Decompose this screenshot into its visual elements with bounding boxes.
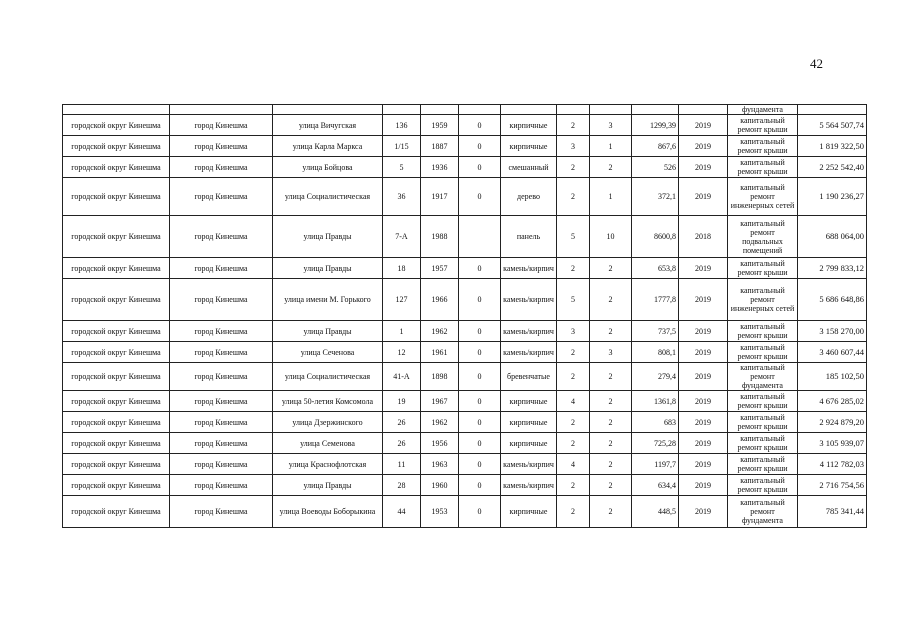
year-built-cell: 1962 [421, 412, 459, 433]
street-cell: улица Семенова [273, 433, 383, 454]
work-type-cell: капитальный ремонт инженерных сетей [728, 279, 798, 321]
plan-year-cell: 2019 [679, 433, 728, 454]
floors-cell: 3 [557, 321, 590, 342]
area-cell: 634,4 [632, 475, 679, 496]
area-cell: 737,5 [632, 321, 679, 342]
entrances-cell: 1 [590, 136, 632, 157]
entrances-cell: 2 [590, 363, 632, 391]
wall-material-cell: камень/кирпич [501, 454, 557, 475]
cost-cell: 5 564 507,74 [798, 115, 867, 136]
floors-cell: 5 [557, 279, 590, 321]
plan-year-cell: 2019 [679, 321, 728, 342]
table-row [63, 258, 867, 279]
settlement-cell: город Кинешма [170, 115, 273, 136]
area-cell: 526 [632, 157, 679, 178]
entrances-cell: 2 [590, 279, 632, 321]
table-row [63, 157, 867, 178]
plan-year-cell: 2019 [679, 412, 728, 433]
floors-cell: 2 [557, 178, 590, 216]
house-number-cell: 26 [383, 433, 421, 454]
street-cell: улица Краснофлотская [273, 454, 383, 475]
entrances-cell: 2 [590, 321, 632, 342]
continuation-work-type: фундамента [728, 105, 798, 115]
work-type-cell: капитальный ремонт крыши [728, 157, 798, 178]
municipality-cell: городской округ Кинешма [63, 321, 170, 342]
street-cell: улица имени М. Горького [273, 279, 383, 321]
plan-year-cell: 2019 [679, 136, 728, 157]
area-cell: 867,6 [632, 136, 679, 157]
wall-material-cell: панель [501, 216, 557, 258]
table-row [63, 178, 867, 216]
street-cell: улица Правды [273, 258, 383, 279]
settlement-cell: город Кинешма [170, 136, 273, 157]
street-cell: улица 50-летия Комсомола [273, 391, 383, 412]
entrances-cell: 2 [590, 454, 632, 475]
year-commissioned-cell: 0 [459, 321, 501, 342]
year-built-cell: 1988 [421, 216, 459, 258]
municipality-cell: городской округ Кинешма [63, 363, 170, 391]
house-number-cell: 41-А [383, 363, 421, 391]
plan-year-cell: 2018 [679, 216, 728, 258]
year-commissioned-cell: 0 [459, 454, 501, 475]
work-type-cell: капитальный ремонт фундамента [728, 496, 798, 528]
year-commissioned-cell: 0 [459, 178, 501, 216]
table-row [63, 136, 867, 157]
settlement-cell: город Кинешма [170, 157, 273, 178]
year-commissioned-cell [459, 216, 501, 258]
entrances-cell: 1 [590, 178, 632, 216]
settlement-cell: город Кинешма [170, 475, 273, 496]
street-cell: улица Бойцова [273, 157, 383, 178]
municipality-cell: городской округ Кинешма [63, 216, 170, 258]
floors-cell: 2 [557, 258, 590, 279]
year-built-cell: 1961 [421, 342, 459, 363]
street-cell: улица Сеченова [273, 342, 383, 363]
floors-cell: 2 [557, 342, 590, 363]
year-commissioned-cell: 0 [459, 279, 501, 321]
floors-cell: 2 [557, 496, 590, 528]
settlement-cell: город Кинешма [170, 279, 273, 321]
table-row [63, 496, 867, 528]
house-number-cell: 26 [383, 412, 421, 433]
table-row [63, 454, 867, 475]
year-commissioned-cell: 0 [459, 258, 501, 279]
cost-cell: 4 676 285,02 [798, 391, 867, 412]
cost-cell: 1 819 322,50 [798, 136, 867, 157]
floors-cell: 3 [557, 136, 590, 157]
entrances-cell: 2 [590, 475, 632, 496]
table-row [63, 475, 867, 496]
wall-material-cell: кирпичные [501, 136, 557, 157]
table-row [63, 412, 867, 433]
entrances-cell: 2 [590, 496, 632, 528]
entrances-cell: 3 [590, 342, 632, 363]
settlement-cell: город Кинешма [170, 258, 273, 279]
year-commissioned-cell: 0 [459, 412, 501, 433]
wall-material-cell: камень/кирпич [501, 475, 557, 496]
cost-cell: 3 460 607,44 [798, 342, 867, 363]
year-built-cell: 1956 [421, 433, 459, 454]
cost-cell: 2 799 833,12 [798, 258, 867, 279]
year-built-cell: 1962 [421, 321, 459, 342]
year-built-cell: 1898 [421, 363, 459, 391]
table-row [63, 391, 867, 412]
page-number: 42 [810, 56, 823, 71]
year-built-cell: 1957 [421, 258, 459, 279]
house-number-cell: 36 [383, 178, 421, 216]
year-commissioned-cell: 0 [459, 136, 501, 157]
wall-material-cell: камень/кирпич [501, 342, 557, 363]
street-cell: улица Правды [273, 475, 383, 496]
work-type-cell: капитальный ремонт инженерных сетей [728, 178, 798, 216]
work-type-cell: капитальный ремонт крыши [728, 412, 798, 433]
wall-material-cell: кирпичные [501, 391, 557, 412]
plan-year-cell: 2019 [679, 363, 728, 391]
street-cell: улица Правды [273, 321, 383, 342]
house-number-cell: 12 [383, 342, 421, 363]
table-row [63, 433, 867, 454]
cost-cell: 1 190 236,27 [798, 178, 867, 216]
plan-year-cell: 2019 [679, 475, 728, 496]
plan-year-cell: 2019 [679, 454, 728, 475]
municipality-cell: городской округ Кинешма [63, 475, 170, 496]
house-number-cell: 19 [383, 391, 421, 412]
year-commissioned-cell: 0 [459, 433, 501, 454]
municipality-cell: городской округ Кинешма [63, 279, 170, 321]
settlement-cell: город Кинешма [170, 496, 273, 528]
entrances-cell: 2 [590, 412, 632, 433]
street-cell: улица Карла Маркса [273, 136, 383, 157]
work-type-cell: капитальный ремонт крыши [728, 433, 798, 454]
year-commissioned-cell: 0 [459, 342, 501, 363]
settlement-cell: город Кинешма [170, 412, 273, 433]
year-built-cell: 1917 [421, 178, 459, 216]
area-cell: 448,5 [632, 496, 679, 528]
year-built-cell: 1960 [421, 475, 459, 496]
housing-repair-table [62, 104, 867, 528]
table-row [63, 342, 867, 363]
street-cell: улица Воеводы Боборыкина [273, 496, 383, 528]
year-commissioned-cell: 0 [459, 157, 501, 178]
cost-cell: 3 105 939,07 [798, 433, 867, 454]
year-built-cell: 1963 [421, 454, 459, 475]
floors-cell: 5 [557, 216, 590, 258]
table-row [63, 216, 867, 258]
floors-cell: 2 [557, 363, 590, 391]
house-number-cell: 18 [383, 258, 421, 279]
wall-material-cell: бревенчатые [501, 363, 557, 391]
municipality-cell: городской округ Кинешма [63, 258, 170, 279]
work-type-cell: капитальный ремонт фундамента [728, 363, 798, 391]
work-type-cell: капитальный ремонт крыши [728, 321, 798, 342]
table-row [63, 321, 867, 342]
area-cell: 1197,7 [632, 454, 679, 475]
plan-year-cell: 2019 [679, 496, 728, 528]
plan-year-cell: 2019 [679, 279, 728, 321]
work-type-cell: капитальный ремонт крыши [728, 391, 798, 412]
year-built-cell: 1959 [421, 115, 459, 136]
settlement-cell: город Кинешма [170, 321, 273, 342]
municipality-cell: городской округ Кинешма [63, 342, 170, 363]
cost-cell: 3 158 270,00 [798, 321, 867, 342]
municipality-cell: городской округ Кинешма [63, 115, 170, 136]
settlement-cell: город Кинешма [170, 363, 273, 391]
cost-cell: 4 112 782,03 [798, 454, 867, 475]
work-type-cell: капитальный ремонт крыши [728, 454, 798, 475]
work-type-cell: капитальный ремонт подвальных помещений [728, 216, 798, 258]
settlement-cell: город Кинешма [170, 342, 273, 363]
house-number-cell: 136 [383, 115, 421, 136]
table-row [63, 279, 867, 321]
street-cell: улица Дзержинского [273, 412, 383, 433]
floors-cell: 2 [557, 115, 590, 136]
plan-year-cell: 2019 [679, 157, 728, 178]
settlement-cell: город Кинешма [170, 454, 273, 475]
entrances-cell: 2 [590, 433, 632, 454]
wall-material-cell: кирпичные [501, 115, 557, 136]
floors-cell: 4 [557, 391, 590, 412]
floors-cell: 4 [557, 454, 590, 475]
settlement-cell: город Кинешма [170, 391, 273, 412]
work-type-cell: капитальный ремонт крыши [728, 115, 798, 136]
house-number-cell: 28 [383, 475, 421, 496]
entrances-cell: 2 [590, 258, 632, 279]
area-cell: 1777,8 [632, 279, 679, 321]
entrances-cell: 10 [590, 216, 632, 258]
wall-material-cell: кирпичные [501, 433, 557, 454]
area-cell: 653,8 [632, 258, 679, 279]
street-cell: улица Вичугская [273, 115, 383, 136]
entrances-cell: 2 [590, 391, 632, 412]
wall-material-cell: кирпичные [501, 496, 557, 528]
area-cell: 683 [632, 412, 679, 433]
municipality-cell: городской округ Кинешма [63, 412, 170, 433]
wall-material-cell: камень/кирпич [501, 279, 557, 321]
settlement-cell: город Кинешма [170, 178, 273, 216]
settlement-cell: город Кинешма [170, 433, 273, 454]
house-number-cell: 127 [383, 279, 421, 321]
plan-year-cell: 2019 [679, 115, 728, 136]
table-row [63, 363, 867, 391]
table-row [63, 115, 867, 136]
wall-material-cell: камень/кирпич [501, 321, 557, 342]
work-type-cell: капитальный ремонт крыши [728, 136, 798, 157]
work-type-cell: капитальный ремонт крыши [728, 342, 798, 363]
municipality-cell: городской округ Кинешма [63, 433, 170, 454]
wall-material-cell: дерево [501, 178, 557, 216]
area-cell: 372,1 [632, 178, 679, 216]
year-built-cell: 1967 [421, 391, 459, 412]
cost-cell: 185 102,50 [798, 363, 867, 391]
cost-cell: 2 716 754,56 [798, 475, 867, 496]
municipality-cell: городской округ Кинешма [63, 454, 170, 475]
street-cell: улица Социалистическая [273, 178, 383, 216]
area-cell: 1299,39 [632, 115, 679, 136]
area-cell: 808,1 [632, 342, 679, 363]
area-cell: 1361,8 [632, 391, 679, 412]
year-built-cell: 1936 [421, 157, 459, 178]
floors-cell: 2 [557, 412, 590, 433]
street-cell: улица Правды [273, 216, 383, 258]
cost-cell: 688 064,00 [798, 216, 867, 258]
wall-material-cell: смешанный [501, 157, 557, 178]
cost-cell: 2 924 879,20 [798, 412, 867, 433]
house-number-cell: 1 [383, 321, 421, 342]
year-built-cell: 1966 [421, 279, 459, 321]
house-number-cell: 7-А [383, 216, 421, 258]
year-commissioned-cell: 0 [459, 496, 501, 528]
municipality-cell: городской округ Кинешма [63, 391, 170, 412]
year-built-cell: 1887 [421, 136, 459, 157]
year-commissioned-cell: 0 [459, 391, 501, 412]
wall-material-cell: кирпичные [501, 412, 557, 433]
floors-cell: 2 [557, 475, 590, 496]
floors-cell: 2 [557, 157, 590, 178]
house-number-cell: 11 [383, 454, 421, 475]
year-commissioned-cell: 0 [459, 115, 501, 136]
area-cell: 725,28 [632, 433, 679, 454]
work-type-cell: капитальный ремонт крыши [728, 258, 798, 279]
house-number-cell: 5 [383, 157, 421, 178]
area-cell: 8600,8 [632, 216, 679, 258]
plan-year-cell: 2019 [679, 178, 728, 216]
cost-cell: 785 341,44 [798, 496, 867, 528]
street-cell: улица Социалистическая [273, 363, 383, 391]
entrances-cell: 2 [590, 157, 632, 178]
municipality-cell: городской округ Кинешма [63, 496, 170, 528]
continuation-row [63, 105, 867, 115]
municipality-cell: городской округ Кинешма [63, 136, 170, 157]
municipality-cell: городской округ Кинешма [63, 157, 170, 178]
year-commissioned-cell: 0 [459, 475, 501, 496]
area-cell: 279,4 [632, 363, 679, 391]
plan-year-cell: 2019 [679, 258, 728, 279]
plan-year-cell: 2019 [679, 391, 728, 412]
cost-cell: 2 252 542,40 [798, 157, 867, 178]
house-number-cell: 1/15 [383, 136, 421, 157]
cost-cell: 5 686 648,86 [798, 279, 867, 321]
work-type-cell: капитальный ремонт крыши [728, 475, 798, 496]
house-number-cell: 44 [383, 496, 421, 528]
plan-year-cell: 2019 [679, 342, 728, 363]
year-commissioned-cell: 0 [459, 363, 501, 391]
municipality-cell: городской округ Кинешма [63, 178, 170, 216]
entrances-cell: 3 [590, 115, 632, 136]
settlement-cell: город Кинешма [170, 216, 273, 258]
wall-material-cell: камень/кирпич [501, 258, 557, 279]
year-built-cell: 1953 [421, 496, 459, 528]
floors-cell: 2 [557, 433, 590, 454]
